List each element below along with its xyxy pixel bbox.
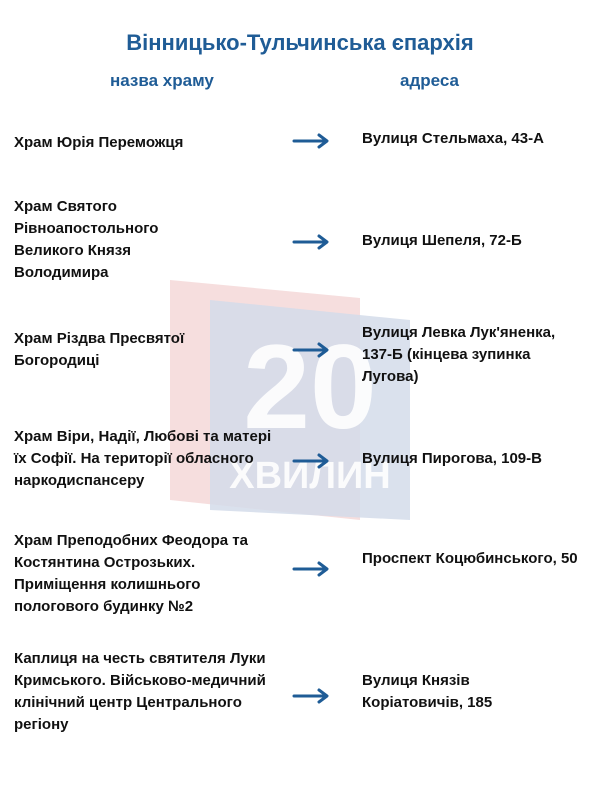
church-address: Вулиця Стельмаха, 43-А bbox=[362, 130, 544, 147]
arrow-right-icon bbox=[292, 342, 332, 358]
arrow-right-icon bbox=[292, 234, 332, 250]
church-address: Вулиця Князів Коріатовичів, 185 bbox=[362, 672, 493, 711]
church-name: Храм Віри, Надії, Любові та матері їх Софії. На території обласного наркодиспансеру bbox=[14, 428, 272, 489]
church-name: Храм Преподобних Феодора та Костянтина Острозьких. Приміщення колишнього пологового будинку №2 bbox=[14, 532, 248, 615]
column-header-address: адреса bbox=[400, 71, 459, 90]
watermark-word: ХВИЛИН bbox=[229, 455, 391, 497]
church-address: Вулиця Пирогова, 109-В bbox=[362, 450, 542, 467]
church-name: Каплиця на честь святителя Луки Кримського. Військово-медичний клінічний центр Центрального регіону bbox=[14, 650, 266, 733]
church-address: Проспект Коцюбинського, 50 bbox=[362, 550, 578, 567]
page-title: Вінницько-Тульчинська єпархія bbox=[126, 30, 474, 55]
church-address: Вулиця Шепеля, 72-Б bbox=[362, 232, 522, 249]
church-address: Вулиця Левка Лук'яненка, 137-Б (кінцева зупинка Лугова) bbox=[362, 324, 556, 385]
arrow-right-icon bbox=[292, 688, 332, 704]
arrow-right-icon bbox=[292, 133, 332, 149]
watermark-number: 20 bbox=[243, 320, 377, 454]
column-header-name: назва храму bbox=[110, 71, 214, 90]
church-name: Храм Різдва Пресвятої Богородиці bbox=[14, 330, 185, 369]
arrow-right-icon bbox=[292, 561, 332, 577]
arrow-right-icon bbox=[292, 453, 332, 469]
church-name: Храм Святого Рівноапостольного Великого Князя Володимира bbox=[14, 198, 159, 281]
church-name: Храм Юрія Переможця bbox=[14, 134, 184, 151]
